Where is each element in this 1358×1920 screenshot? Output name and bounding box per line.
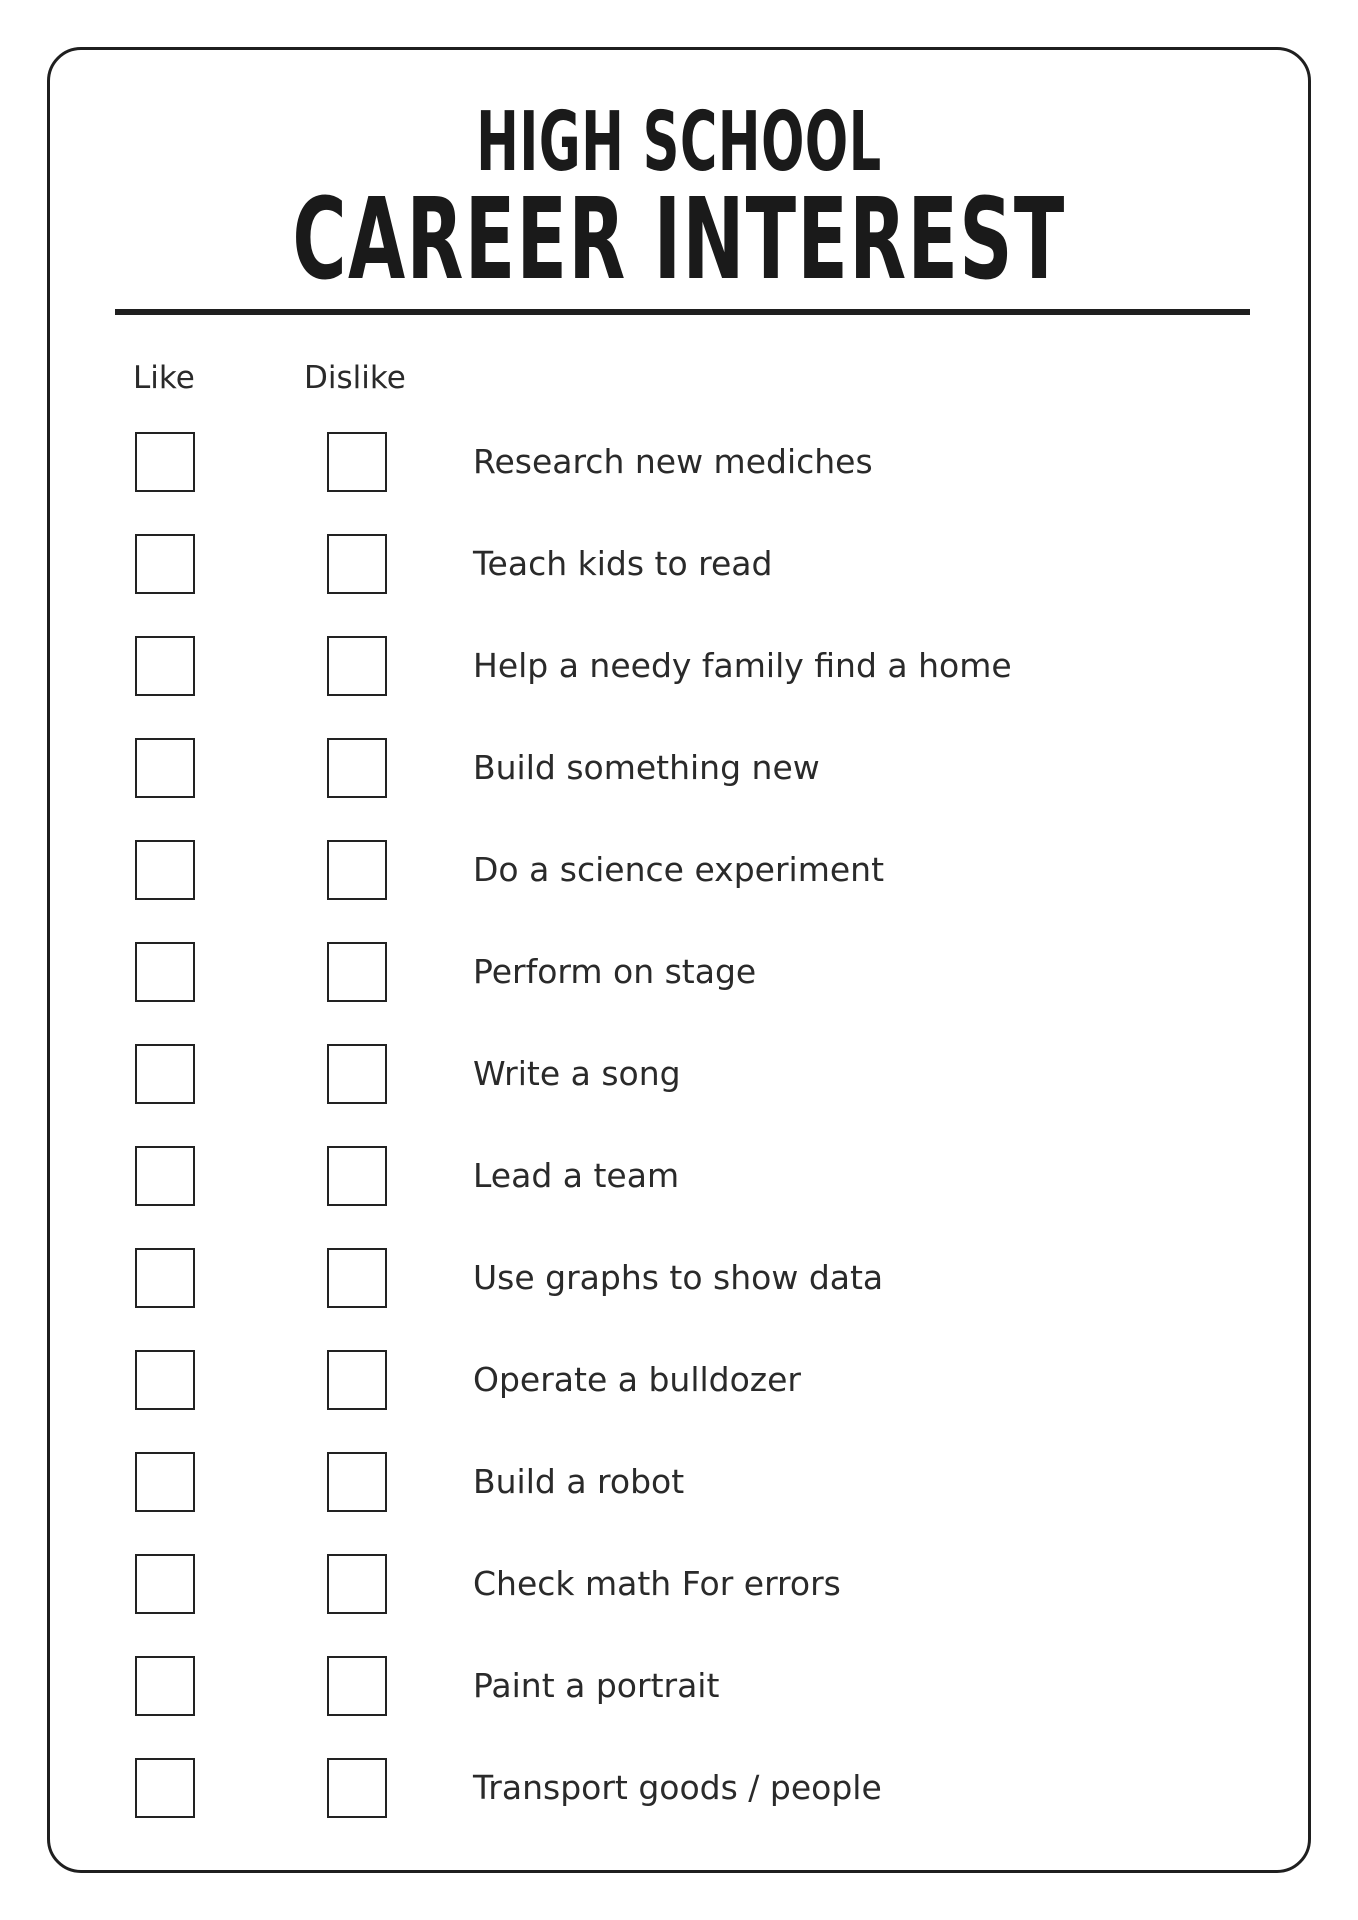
item-label: Build a robot xyxy=(473,1462,685,1501)
like-checkbox[interactable] xyxy=(135,840,195,900)
list-item xyxy=(50,738,1308,840)
list-item xyxy=(50,1656,1308,1758)
dislike-checkbox[interactable] xyxy=(327,1350,387,1410)
dislike-checkbox[interactable] xyxy=(327,942,387,1002)
title-line-2: CAREER INTEREST xyxy=(292,175,1066,305)
item-label: Check math For errors xyxy=(473,1564,841,1603)
list-item xyxy=(50,636,1308,738)
item-label: Operate a bulldozer xyxy=(473,1360,801,1399)
worksheet-frame xyxy=(47,47,1311,1873)
list-item xyxy=(50,1554,1308,1656)
list-item xyxy=(50,1044,1308,1146)
item-label: Do a science experiment xyxy=(473,850,885,889)
item-label: Use graphs to show data xyxy=(473,1258,884,1297)
dislike-checkbox[interactable] xyxy=(327,1452,387,1512)
dislike-checkbox[interactable] xyxy=(327,840,387,900)
title-line-1: HIGH SCHOOL xyxy=(476,95,882,190)
dislike-checkbox[interactable] xyxy=(327,1656,387,1716)
item-label: Teach kids to read xyxy=(473,544,773,583)
item-label: Build something new xyxy=(473,748,820,787)
item-label: Research new mediches xyxy=(473,442,873,481)
like-checkbox[interactable] xyxy=(135,1248,195,1308)
dislike-checkbox[interactable] xyxy=(327,1146,387,1206)
list-item xyxy=(50,534,1308,636)
list-item xyxy=(50,1758,1308,1860)
dislike-checkbox[interactable] xyxy=(327,636,387,696)
dislike-checkbox[interactable] xyxy=(327,1554,387,1614)
like-checkbox[interactable] xyxy=(135,1350,195,1410)
like-checkbox[interactable] xyxy=(135,534,195,594)
item-label: Transport goods / people xyxy=(473,1768,882,1807)
like-checkbox[interactable] xyxy=(135,1146,195,1206)
like-checkbox[interactable] xyxy=(135,1656,195,1716)
dislike-checkbox[interactable] xyxy=(327,1758,387,1818)
list-item xyxy=(50,942,1308,1044)
list-item xyxy=(50,1452,1308,1554)
dislike-checkbox[interactable] xyxy=(327,1044,387,1104)
item-label: Write a song xyxy=(473,1054,681,1093)
like-checkbox[interactable] xyxy=(135,1554,195,1614)
like-checkbox[interactable] xyxy=(135,432,195,492)
dislike-checkbox[interactable] xyxy=(327,738,387,798)
column-header-like: Like xyxy=(133,360,195,396)
like-checkbox[interactable] xyxy=(135,1758,195,1818)
item-label: Perform on stage xyxy=(473,952,757,991)
list-item xyxy=(50,432,1308,534)
column-header-dislike: Dislike xyxy=(304,360,406,396)
item-label: Paint a portrait xyxy=(473,1666,720,1705)
list-item xyxy=(50,1146,1308,1248)
list-item xyxy=(50,1350,1308,1452)
dislike-checkbox[interactable] xyxy=(327,534,387,594)
item-label: Lead a team xyxy=(473,1156,680,1195)
list-item xyxy=(50,1248,1308,1350)
title-divider xyxy=(115,309,1250,315)
like-checkbox[interactable] xyxy=(135,1452,195,1512)
item-label: Help a needy family find a home xyxy=(473,646,1012,685)
dislike-checkbox[interactable] xyxy=(327,1248,387,1308)
list-item xyxy=(50,840,1308,942)
dislike-checkbox[interactable] xyxy=(327,432,387,492)
like-checkbox[interactable] xyxy=(135,942,195,1002)
like-checkbox[interactable] xyxy=(135,636,195,696)
like-checkbox[interactable] xyxy=(135,1044,195,1104)
like-checkbox[interactable] xyxy=(135,738,195,798)
